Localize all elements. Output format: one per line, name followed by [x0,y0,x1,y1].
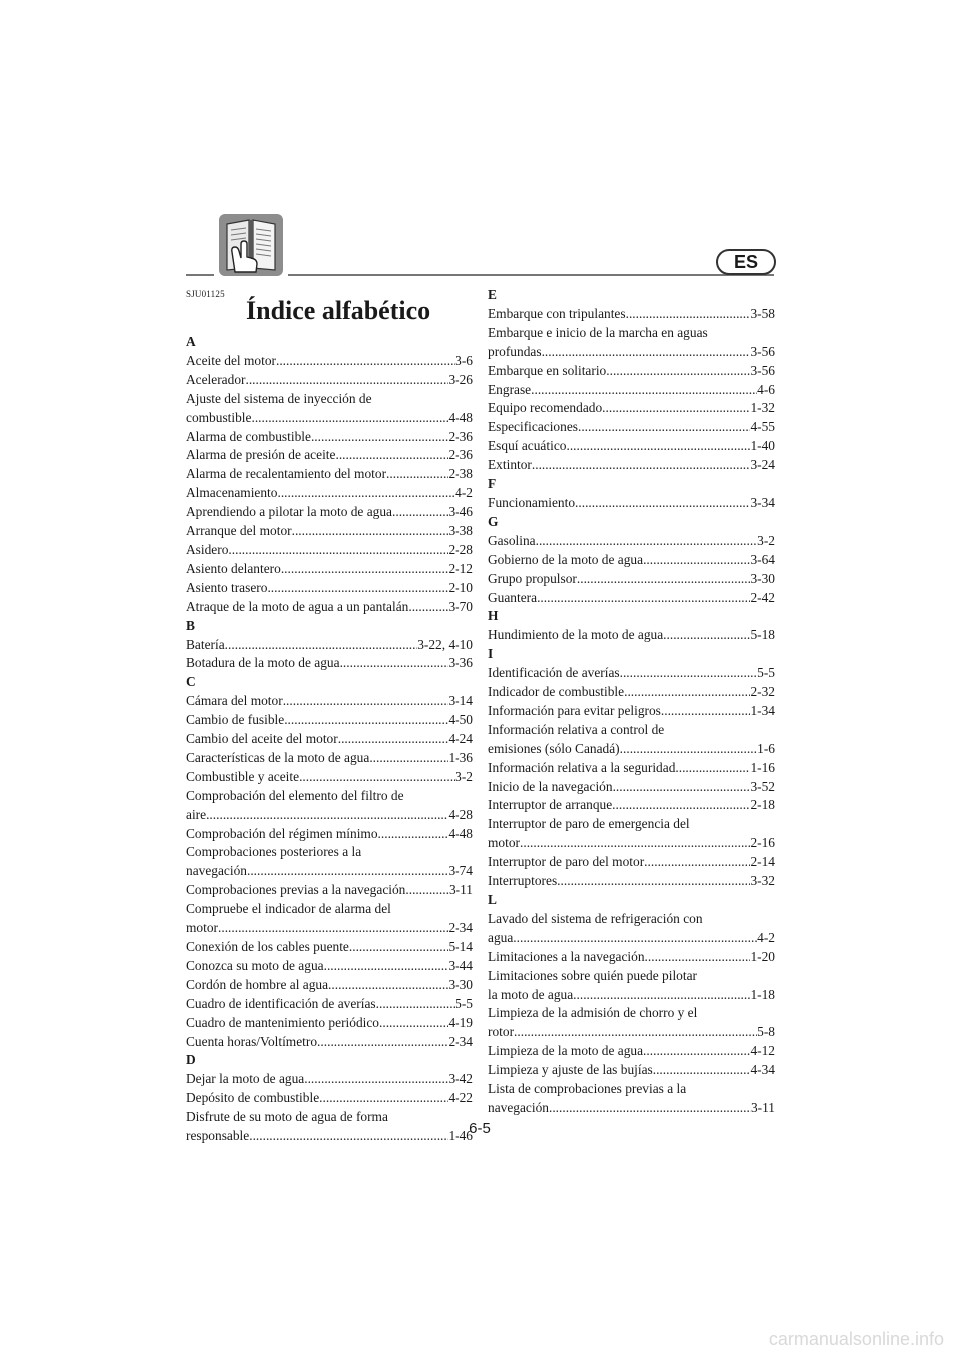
index-entry [186,1089,473,1108]
index-entry [488,362,775,381]
index-entry-text-line1: Lavado del sistema de refrigeración con [488,910,703,926]
index-entry-page: 3-56 [750,343,775,359]
dot-leader [292,522,449,541]
index-entry-text: Acelerador [186,371,246,387]
index-entry [488,1061,775,1080]
index-entry-text: Dejar la moto de agua [186,1071,305,1087]
dot-leader [267,579,448,598]
index-entry-page: 3-56 [750,362,775,378]
index-entry-page: 1-36 [448,749,473,765]
index-entry-text: Limpieza y ajuste de las bujías [488,1062,653,1078]
index-entry-page: 2-36 [448,428,473,444]
dot-leader [245,371,448,390]
index-entry [186,636,473,655]
index-entry-page: 1-18 [750,986,775,1002]
dot-leader [575,494,750,513]
index-entry-page: 4-50 [448,712,473,728]
index-entry-page: 2-18 [750,797,775,813]
index-entry [186,862,473,881]
manual-hand-icon [219,214,283,276]
index-entry-text: Cámara del motor [186,693,283,709]
index-entry-page: 5-18 [750,627,775,643]
index-entry-text: Información relativa a la seguridad [488,759,676,775]
dot-leader [645,948,751,967]
index-entry-text: Cuenta horas/Voltímetro [186,1033,318,1049]
index-entry-text: Depósito de combustible [186,1090,320,1106]
dot-leader [319,1089,448,1108]
index-entry-text: Interruptores [488,873,558,889]
dot-leader [602,399,750,418]
index-entry [186,692,473,711]
index-entry-page: 2-14 [750,854,775,870]
index-entry-page: 3-6 [455,352,473,368]
index-entry-text: emisiones (sólo Canadá) [488,740,620,756]
dot-leader [542,343,751,362]
index-entry-text: Alarma de presión de aceite [186,447,336,463]
index-entry [186,654,473,673]
index-entry-text: Comprobación del régimen mínimo [186,825,378,841]
index-letter-heading: D [186,1052,196,1068]
dot-leader [324,957,449,976]
index-entry-text: Botadura de la moto de agua [186,655,340,671]
dot-leader [549,1099,751,1118]
dot-leader [532,456,751,475]
index-entry-page: 3-26 [448,371,473,387]
index-entry-page: 5-14 [448,939,473,954]
index-entry [186,503,473,522]
index-entry-text: Cuadro de identificación de averías [186,995,376,1011]
index-entry-text: Hundimiento de la moto de agua [488,627,664,643]
dot-leader [577,570,751,589]
index-entry [186,428,473,447]
dot-leader [653,1061,751,1080]
index-entry-text: Cambio de fusible [186,712,285,728]
dot-leader [613,778,751,797]
index-entry-text: Aprendiendo a pilotar la moto de agua [186,504,392,520]
index-entry [488,437,775,456]
index-entry-text: Atraque de la moto de agua a un pantalán [186,598,409,614]
index-entry-text: Interruptor de arranque [488,797,613,813]
index-entry-text-line1: Compruebe el indicador de alarma del [186,901,391,917]
index-entry-text: Combustible y aceite [186,768,300,784]
dot-leader [378,825,449,844]
index-entry-page: 3-2 [757,532,775,548]
index-entry-text: Asidero [186,541,229,557]
dot-leader [405,881,449,900]
dot-leader [228,541,448,560]
index-entry [186,598,473,617]
index-entry [186,711,473,730]
dot-leader [661,702,751,721]
dot-leader [624,683,750,702]
index-entry-page: 3-30 [448,976,473,992]
index-entry [186,1014,473,1033]
index-entry [488,532,775,551]
index-entry-text: Embarque en solitario [488,362,607,378]
index-entry-page: 5-8 [757,1024,775,1040]
index-entry [488,834,775,853]
index-entry-page: 3-14 [448,693,473,709]
dot-leader [225,636,418,655]
dot-leader [557,872,750,891]
index-entry-text-line1: Información relativa a control de [488,721,665,737]
index-entry-text: Interruptor de paro del motor [488,854,645,870]
dot-leader [328,976,448,995]
index-entry [488,305,775,324]
dot-leader [349,938,449,957]
index-entry [186,484,473,503]
index-entry-text: Asiento trasero [186,579,268,595]
index-entry [488,796,775,815]
index-entry [186,730,473,749]
index-entry [488,664,775,683]
index-entry-page: 4-19 [448,1014,473,1030]
dot-leader [626,305,751,324]
index-entry-page: 4-2 [455,485,473,501]
index-entry [186,371,473,390]
index-entry-page: 3-11 [448,882,473,898]
index-entry [488,853,775,872]
index-column-left [186,333,473,1146]
index-entry-page: 3-36 [448,655,473,671]
index-entry-page: 3-58 [750,305,775,321]
index-entry [488,1023,775,1042]
dot-leader [386,465,448,484]
index-entry-text-line1: Ajuste del sistema de inyección de [186,390,372,406]
index-entry-page: 2-10 [448,579,473,595]
index-entry [186,995,473,1014]
index-entry-text: Batería [186,636,225,652]
index-entry [488,986,775,1005]
index-entry-page: 3-42 [448,1071,473,1087]
index-entry-page: 2-42 [750,589,775,605]
index-entry-text: motor [186,920,218,936]
index-entry [488,948,775,967]
index-entry [488,1042,775,1061]
index-entry-page: 3-22, 4-10 [417,636,473,652]
index-entry-text-line1: Comprobaciones posteriores a la [186,844,362,860]
index-letter-heading: E [488,287,497,302]
index-entry-text: aire [186,806,207,822]
index-entry-page: 5-5 [757,665,775,681]
index-entry-text: Especificaciones [488,419,578,435]
index-entry-text: Gobierno de la moto de agua [488,551,644,567]
dot-leader [311,428,449,447]
index-entry [186,881,473,900]
dot-leader [369,749,448,768]
index-entry-text: Equipo recomendado [488,400,603,416]
index-letter-heading: I [488,646,494,662]
index-entry [488,399,775,418]
index-entry-page: 2-28 [448,541,473,557]
index-entry-page: 3-46 [448,504,473,520]
index-entry-text: Alarma de combustible [186,428,311,444]
index-entry-page: 3-38 [448,523,473,539]
index-entry [488,589,775,608]
index-entry-text: Alarma de recalentamiento del motor [186,466,387,482]
index-entry-text: Comprobaciones previas a la navegación [186,882,406,898]
index-letter-heading: F [488,476,497,492]
index-entry-text: la moto de agua [488,986,574,1002]
index-entry [186,919,473,938]
index-entry [488,759,775,778]
index-entry [488,683,775,702]
index-entry-page: 2-36 [448,447,473,463]
index-entry-text: Grupo propulsor [488,570,577,586]
dot-leader [335,446,448,465]
dot-leader [620,740,757,759]
dot-leader [536,532,758,551]
dot-leader [643,1042,750,1061]
dot-leader [606,362,750,381]
index-entry-text: Cambio del aceite del motor [186,731,338,747]
dot-leader [663,626,750,645]
index-entry [186,749,473,768]
dot-leader [513,929,757,948]
dot-leader [573,986,750,1005]
dot-leader [531,381,757,400]
index-entry-page: 1-20 [750,948,775,964]
index-entry-text-line1: Interruptor de paro de emergencia del [488,816,690,832]
index-entry [488,343,775,362]
index-entry-page: 4-12 [750,1043,775,1059]
index-entry-text: Funcionamiento [488,494,576,510]
index-entry [186,465,473,484]
header-rule-left [186,274,214,276]
index-entry-page: 3-11 [750,1099,775,1115]
section-code: SJU01125 [186,289,225,299]
dot-leader [578,418,750,437]
index-entry-page: 3-30 [750,570,775,586]
index-entry [488,494,775,513]
index-entry-page: 2-12 [448,560,473,576]
index-entry-text-line1: Limpieza de la admisión de chorro y el [488,1005,698,1021]
dot-leader [338,730,449,749]
index-entry [488,456,775,475]
index-entry-page: 3-74 [448,863,473,879]
index-entry-text: Guantera [488,589,538,605]
index-entry-page: 1-40 [750,438,775,454]
index-entry-text-line1: Lista de comprobaciones previas a la [488,1081,687,1097]
index-entry [186,976,473,995]
index-entry-text: Esquí acuático [488,438,567,454]
index-entry-page: 3-70 [448,598,473,614]
index-entry-text: Extintor [488,457,532,473]
index-entry-text: Información para evitar peligros [488,702,661,718]
index-entry [186,957,473,976]
dot-leader [620,664,758,683]
index-entry-text: Embarque con tripulantes [488,305,626,321]
index-entry [488,381,775,400]
dot-leader [299,768,455,787]
index-entry [186,1070,473,1089]
dot-leader [612,796,750,815]
dot-leader [281,560,449,579]
index-entry-text: Características de la moto de agua [186,749,370,765]
dot-leader [520,834,750,853]
index-entry [186,768,473,787]
watermark: carmanualsonline.info [768,1329,944,1349]
index-entry-text: responsable [186,1128,250,1144]
page-title: Índice alfabético [246,296,431,325]
index-entry-page: 2-34 [448,1033,473,1049]
dot-leader [304,1070,448,1089]
index-entry [186,825,473,844]
index-entry-page: 1-16 [750,759,775,775]
language-badge: ES [716,249,776,275]
index-entry [186,560,473,579]
index-entry-text: Limpieza de la moto de agua [488,1043,644,1059]
index-entry-page: 4-55 [750,419,775,435]
dot-leader [408,598,448,617]
index-entry-text-line1: Limitaciones sobre quién puede pilotar [488,967,697,983]
dot-leader [376,995,456,1014]
dot-leader [392,503,448,522]
index-entry [186,1033,473,1052]
index-entry-text: Cuadro de mantenimiento periódico [186,1014,379,1030]
index-letter-heading: H [488,608,499,624]
index-entry-text: Conexión de los cables puente [186,939,349,954]
index-entry-page: 2-34 [448,920,473,936]
index-entry [488,872,775,891]
index-entry-text: Almacenamiento [186,485,278,501]
index-entry-text: Gasolina [488,532,536,548]
index-entry-page: 1-32 [750,400,775,416]
index-entry-page: 2-32 [750,684,775,700]
dot-leader [247,862,448,881]
index-entry-text: Asiento delantero [186,560,281,576]
index-entry-page: 3-24 [750,457,775,473]
index-entry [488,778,775,797]
index-entry-text: profundas [488,343,542,359]
index-entry [488,418,775,437]
index-entry-page: 3-52 [750,778,775,794]
dot-leader [566,437,750,456]
index-entry-page: 2-38 [448,466,473,482]
dot-leader [340,654,449,673]
index-entry [186,522,473,541]
index-entry-text: Aceite del motor [186,352,276,368]
dot-leader [675,759,750,778]
index-entry [488,929,775,948]
index-entry-text: Limitaciones a la navegación [488,948,645,964]
index-entry [488,551,775,570]
index-entry-text-line1: Disfrute de su moto de agua de forma [186,1109,388,1125]
dot-leader [284,711,448,730]
index-letter-heading: L [488,892,497,907]
index-letter-heading: B [186,617,195,633]
index-entry-text: Engrase [488,381,532,397]
index-entry-page: 1-34 [750,702,775,718]
index-entry [488,1099,775,1118]
header-rule-right [288,274,774,276]
index-entry-text: Cordón de hombre al agua [186,976,329,992]
index-entry-page: 3-44 [448,957,473,973]
index-entry [488,702,775,721]
dot-leader [276,352,455,371]
dot-leader [379,1014,448,1033]
index-entry [488,570,775,589]
dot-leader [218,919,448,938]
index-entry-page: 3-64 [750,551,775,567]
index-entry [186,409,473,428]
index-entry [186,446,473,465]
index-entry-page: 5-5 [455,995,473,1011]
index-entry [186,352,473,371]
index-entry-text: Indicador de combustible [488,684,625,700]
index-entry-page: 4-34 [750,1062,775,1078]
index-entry-page: 4-2 [757,929,775,945]
index-entry-page: 2-16 [750,835,775,851]
index-entry-text: rotor [488,1024,515,1040]
index-entry-text-line1: Embarque e inicio de la marcha en aguas [488,324,708,340]
dot-leader [643,551,750,570]
index-entry-text: combustible [186,409,252,425]
index-entry [186,938,473,957]
dot-leader [644,853,750,872]
index-entry-page: 3-32 [750,873,775,889]
index-entry-page: 4-48 [448,825,473,841]
dot-leader [514,1023,757,1042]
dot-leader [206,806,448,825]
dot-leader [283,692,449,711]
index-entry [186,579,473,598]
index-entry-text: navegación [186,863,247,879]
index-entry-text: Conozca su moto de agua [186,957,324,973]
index-entry-page: 4-6 [757,381,775,397]
dot-leader [537,589,750,608]
dot-leader [251,409,448,428]
index-entry-page: 1-6 [757,740,775,756]
index-entry-page: 4-48 [448,409,473,425]
index-entry-page: 4-22 [448,1090,473,1106]
index-entry [186,806,473,825]
index-letter-heading: C [186,674,196,690]
index-column-right [488,286,775,1118]
index-entry-text: agua [488,929,514,945]
index-entry [186,541,473,560]
index-entry-text: motor [488,835,520,851]
index-entry-text: Identificación de averías [488,665,620,681]
index-letter-heading: G [488,513,499,529]
index-entry-text: navegación [488,1099,549,1115]
index-entry [488,740,775,759]
index-letter-heading: A [186,334,196,349]
page-number: 6-5 [469,1120,491,1137]
index-entry-page: 4-28 [448,806,473,822]
index-entry-text: Arranque del motor [186,523,292,539]
index-entry-text: Inicio de la navegación [488,778,613,794]
index-entry-page: 4-24 [448,731,473,747]
dot-leader [277,484,455,503]
dot-leader [317,1033,448,1052]
index-entry [488,626,775,645]
index-entry-page: 3-2 [455,768,473,784]
index-entry-text-line1: Comprobación del elemento del filtro de [186,787,404,803]
index-entry-page: 3-34 [750,494,775,510]
index-entry-page: 1-46 [448,1128,473,1144]
